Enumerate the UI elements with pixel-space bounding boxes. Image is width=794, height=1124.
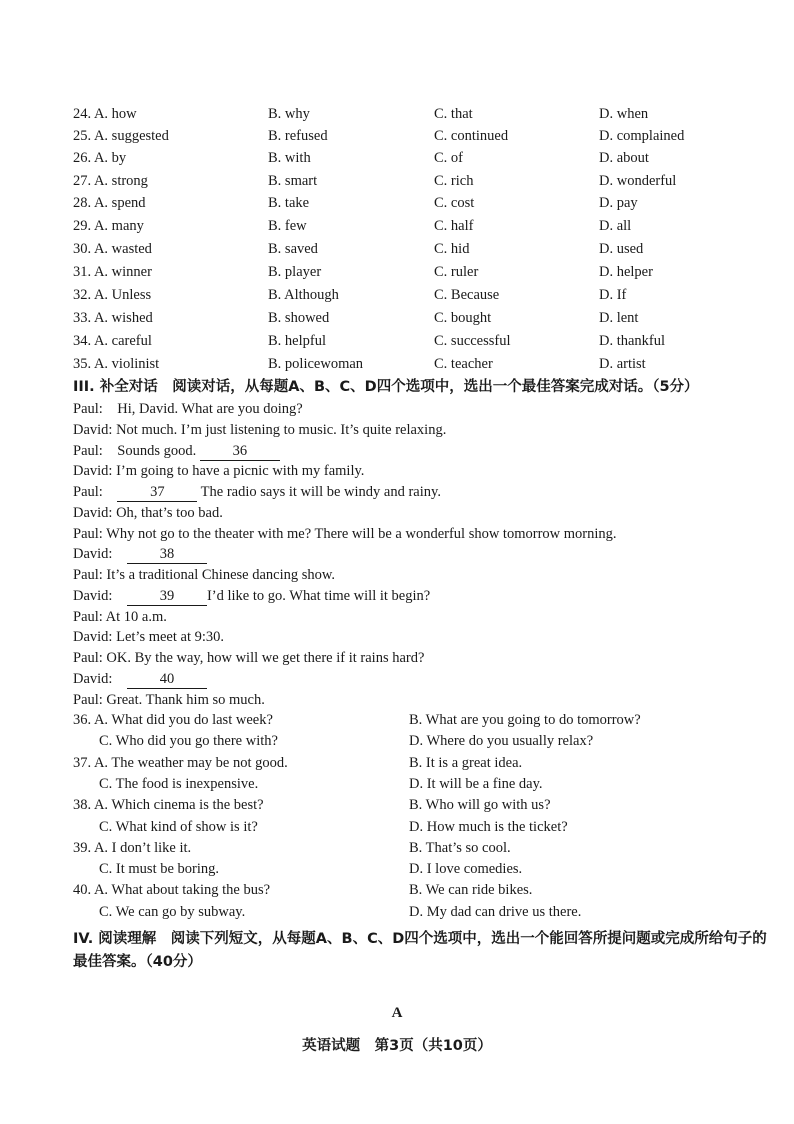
dialogue-text: Paul: Why not go to the theater with me? There will be a wonderful show tomorrow morning.: [73, 525, 617, 542]
dialogue-text: David: Oh, that’s too bad.: [73, 504, 223, 521]
option-choice: D. about: [599, 150, 649, 166]
dialogue-text: David:: [73, 587, 127, 604]
option-choice: C. hid: [434, 241, 470, 257]
option-choice: 27. A. strong: [73, 173, 148, 189]
option-choice: C. cost: [434, 195, 475, 211]
dialogue-line: [73, 669, 207, 689]
option-choice: B. with: [268, 150, 311, 166]
option-choice: 32. A. Unless: [73, 287, 152, 303]
dialogue-text: Paul: Great. Thank him so much.: [73, 691, 265, 708]
option-choice: 31. A. winner: [73, 264, 152, 280]
option-choice: C. successful: [434, 333, 511, 349]
option-choice: B. Although: [268, 287, 339, 303]
option-choice: 34. A. careful: [73, 333, 152, 349]
dialogue-line: [73, 399, 303, 419]
option-choice: 28. A. spend: [73, 195, 146, 211]
dialogue-text: David:: [73, 546, 127, 563]
option-choice: B. take: [268, 195, 310, 211]
option-choice: B. saved: [268, 241, 318, 257]
question-choice: 40. A. What about taking the bus?: [73, 882, 271, 899]
option-choice: C. Because: [434, 287, 500, 303]
dialogue-text: David: Let’s meet at 9:30.: [73, 629, 225, 646]
option-choice: C. rich: [434, 173, 474, 189]
option-choice: D. complained: [599, 128, 685, 144]
question-choice: B. What are you going to do tomorrow?: [409, 712, 641, 728]
option-row: [0, 170, 794, 192]
option-choice: D. lent: [599, 310, 639, 326]
question-choice: 37. A. The weather may be not good.: [73, 754, 288, 771]
page-footer: 英语试题 第3页（共10页）: [302, 1038, 492, 1054]
option-choice: D. used: [599, 241, 644, 257]
option-choice: C. ruler: [434, 264, 479, 280]
option-choice: D. thankful: [599, 333, 666, 349]
option-choice: B. policewoman: [268, 356, 364, 372]
question-choice: 39. A. I don’t like it.: [73, 839, 192, 856]
option-choice: D. wonderful: [599, 173, 677, 189]
option-choice: D. If: [599, 287, 627, 303]
dialogue-text: Paul:: [73, 484, 118, 500]
option-choice: 33. A. wished: [73, 310, 153, 326]
dialogue-line: [73, 503, 223, 523]
dialogue-text: David: I’m going to have a picnic with my family.: [73, 463, 365, 480]
question-choice: C. Who did you go there with?: [99, 733, 278, 750]
answer-blank: 39: [127, 588, 207, 606]
option-choice: C. continued: [434, 128, 509, 144]
option-choice: B. showed: [268, 310, 330, 326]
section-heading: III. 补全对话 阅读对话，从每题A、B、C、D四个选项中，选出一个最佳答案完成对话。（5分）: [73, 379, 699, 395]
option-choice: 30. A. wasted: [73, 241, 152, 257]
option-choice: D. pay: [599, 195, 638, 211]
dialogue-text: Paul: It’s a traditional Chinese dancing show.: [73, 567, 336, 583]
option-row: [0, 125, 794, 147]
question-choice: C. What kind of show is it?: [99, 818, 258, 835]
question-choice: D. Where do you usually relax?: [409, 733, 594, 750]
dialogue-text: Paul: Sounds good.: [73, 442, 200, 459]
dialogue-text: The radio says it will be windy and rainy.: [197, 484, 441, 500]
question-choice: B. Who will go with us?: [409, 797, 551, 814]
dialogue-line: [73, 648, 424, 668]
dialogue-line: [73, 627, 224, 647]
dialogue-text: Paul: OK. By the way, how will we get there if it rains hard?: [73, 650, 425, 666]
option-row: [0, 330, 794, 352]
dialogue-line: [73, 586, 430, 606]
option-choice: D. helper: [599, 264, 653, 280]
question-choice: C. The food is inexpensive.: [99, 775, 259, 792]
dialogue-line: [73, 524, 617, 544]
option-choice: C. of: [434, 150, 463, 166]
question-choice: B. It is a great idea.: [409, 754, 523, 771]
option-row: [0, 307, 794, 329]
option-choice: 26. A. by: [73, 150, 127, 166]
dialogue-line: [73, 461, 364, 481]
question-choice: D. I love comedies.: [409, 861, 523, 878]
option-choice: 29. A. many: [73, 218, 144, 234]
option-row: [0, 261, 794, 283]
dialogue-line: [73, 544, 207, 564]
option-choice: 25. A. suggested: [73, 128, 169, 144]
option-choice: C. teacher: [434, 356, 493, 372]
question-choice: D. How much is the ticket?: [409, 818, 568, 835]
option-choice: B. helpful: [268, 333, 326, 349]
section-heading: IV. 阅读理解 阅读下列短文，从每题A、B、C、D四个选项中，选出一个能回答所提问题或完成所给句子的最佳答案。（40分）: [73, 931, 767, 970]
option-row: [0, 147, 794, 169]
option-choice: B. few: [268, 218, 307, 234]
option-row: [0, 353, 794, 375]
question-choice: C. It must be boring.: [99, 861, 220, 878]
dialogue-text: David:: [73, 670, 127, 687]
option-choice: C. half: [434, 218, 474, 234]
option-row: [0, 215, 794, 237]
option-choice: 24. A. how: [73, 106, 137, 122]
question-choice: 36. A. What did you do last week?: [73, 712, 273, 728]
dialogue-text: I’d like to go. What time will it begin?: [206, 587, 431, 604]
dialogue-line: [73, 690, 265, 710]
answer-blank: 38: [127, 546, 207, 564]
question-choice: C. We can go by subway.: [99, 903, 246, 920]
option-choice: D. all: [599, 218, 632, 234]
dialogue-line: [73, 482, 441, 502]
answer-blank: 37: [117, 484, 197, 502]
dialogue-text: Paul: At 10 a.m.: [73, 608, 167, 625]
dialogue-text: David: Not much. I’m just listening to music. It’s quite relaxing.: [73, 421, 447, 438]
dialogue-line: [73, 607, 167, 627]
option-row: [0, 192, 794, 214]
dialogue-line: [73, 565, 335, 585]
question-choice: D. My dad can drive us there.: [409, 903, 582, 920]
question-choice: B. We can ride bikes.: [409, 882, 533, 899]
answer-blank: 36: [200, 443, 280, 461]
option-choice: D. artist: [599, 356, 646, 372]
option-choice: B. why: [268, 106, 310, 122]
option-choice: B. refused: [268, 128, 328, 144]
dialogue-line: [73, 441, 280, 461]
question-choice: 38. A. Which cinema is the best?: [73, 797, 264, 814]
question-choice: B. That’s so cool.: [409, 839, 511, 856]
option-row: [0, 238, 794, 260]
answer-blank: 40: [127, 671, 207, 689]
option-choice: C. that: [434, 106, 473, 122]
question-choice: D. It will be a fine day.: [409, 775, 543, 792]
option-choice: C. bought: [434, 310, 492, 326]
option-row: [0, 103, 794, 125]
dialogue-line: [73, 420, 446, 440]
dialogue-text: Paul: Hi, David. What are you doing?: [73, 401, 303, 417]
passage-label: A: [391, 1005, 403, 1021]
option-row: [0, 284, 794, 306]
option-choice: B. player: [268, 264, 322, 280]
option-choice: D. when: [599, 106, 649, 122]
option-choice: 35. A. violinist: [73, 356, 160, 372]
option-choice: B. smart: [268, 173, 318, 189]
